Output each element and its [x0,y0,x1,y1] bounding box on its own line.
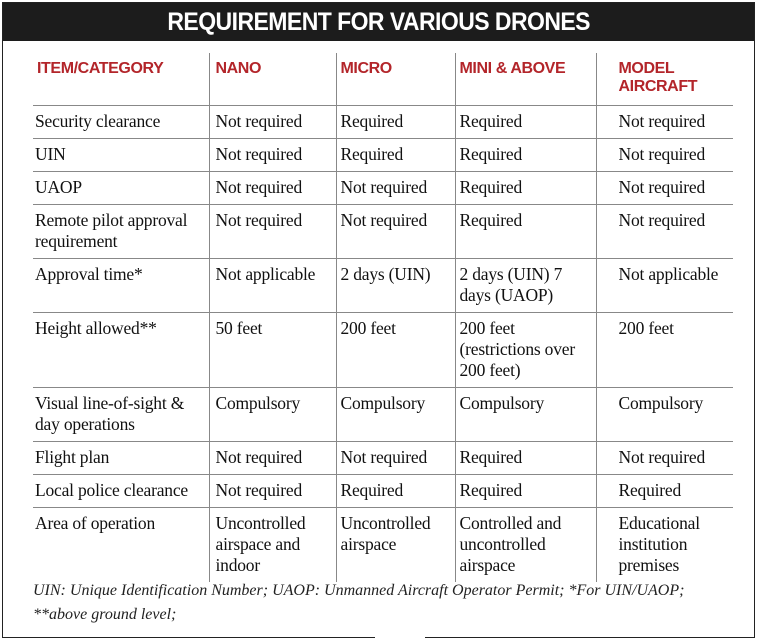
cell-nano: Not required [209,172,336,205]
table-row [33,172,733,205]
cell-mini-above: Required [455,205,596,259]
title: REQUIREMENT FOR VARIOUS DRONES [167,7,590,36]
cell-mini-above: Required [455,106,596,139]
header-micro: MICRO [336,53,455,106]
cell-nano: Not required [209,139,336,172]
cell-model-aircraft: Compulsory [596,388,733,442]
table-row [33,388,733,442]
cell-nano: Compulsory [209,388,336,442]
cell-micro: Uncontrolled airspace [336,508,455,583]
cell-nano: Not required [209,442,336,475]
footnote: UIN: Unique Identification Number; UAOP: Unmanned Aircraft Operator Permit; *For UIN/UAOP; **above ground level; [33,582,685,623]
cell-micro: Required [336,106,455,139]
infographic-frame [2,2,755,638]
row-label: Local police clearance [33,475,209,508]
cell-nano: Not required [209,475,336,508]
cell-mini-above: 2 days (UIN) 7 days (UAOP) [455,259,596,313]
table-row [33,442,733,475]
cell-model-aircraft: 200 feet [596,313,733,388]
cell-micro: Not required [336,172,455,205]
row-label: Security clearance [33,106,209,139]
table-row [33,205,733,259]
bottom-notch [375,634,425,638]
row-label: Approval time* [33,259,209,313]
cell-micro: Not required [336,205,455,259]
cell-micro: 200 feet [336,313,455,388]
cell-model-aircraft: Not applicable [596,259,733,313]
cell-nano: 50 feet [209,313,336,388]
table-row [33,139,733,172]
row-label: Area of operation [35,513,156,533]
header-row [33,53,733,106]
row-label: UIN [33,139,209,172]
cell-model-aircraft: Not required [596,172,733,205]
cell-micro: Not required [336,442,455,475]
row-label: Visual line-of-sight & day operations [33,388,209,442]
cell-model-aircraft: Educational institution premises [596,508,733,583]
row-label: UAOP [33,172,209,205]
cell-micro: Required [336,139,455,172]
cell-model-aircraft: Required [596,475,733,508]
cell-mini-above: Compulsory [455,388,596,442]
cell-mini-above: Required [455,475,596,508]
cell-micro: 2 days (UIN) [336,259,455,313]
table-row [33,106,733,139]
table-row [33,259,733,313]
table-row [33,475,733,508]
cell-model-aircraft: Not required [596,205,733,259]
header-mini-above: MINI & ABOVE [455,53,596,106]
header-model-aircraft: MODEL AIRCRAFT [596,53,733,106]
cell-mini-above: Required [455,442,596,475]
row-label: Flight plan [33,442,209,475]
cell-mini-above: Controlled and uncontrolled airspace [455,508,596,583]
cell-micro: Required [336,475,455,508]
cell-model-aircraft: Not required [596,139,733,172]
cell-mini-above: Required [455,172,596,205]
cell-nano: Not applicable [209,259,336,313]
row-label: Remote pilot approval requirement [33,205,209,259]
header-nano: NANO [209,53,336,106]
cell-mini-above: Required [455,139,596,172]
cell-nano: Uncontrolled airspace and indoor [209,508,336,583]
row-label: Height allowed** [33,313,209,388]
cell-mini-above: 200 feet (restrictions over 200 feet) [455,313,596,388]
cell-model-aircraft: Not required [596,442,733,475]
drone-requirements-table [33,53,733,582]
cell-model-aircraft: Not required [596,106,733,139]
cell-nano: Not required [209,106,336,139]
cell-micro: Compulsory [336,388,455,442]
title-bar [3,3,754,41]
header-item-category: ITEM/CATEGORY [33,53,209,106]
table-row [33,508,733,583]
cell-nano: Not required [209,205,336,259]
table-row [33,313,733,388]
